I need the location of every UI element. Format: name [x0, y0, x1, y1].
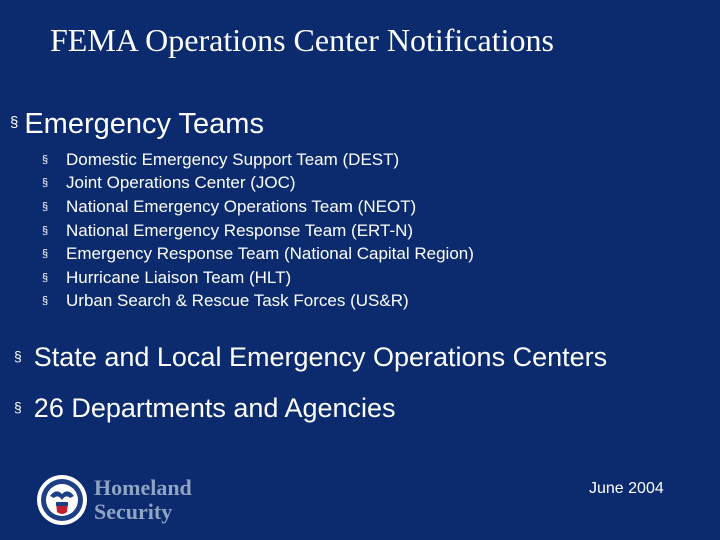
list-item — [42, 219, 474, 243]
team-label: Joint Operations Center (JOC) — [66, 173, 296, 193]
logo-line2: Security — [94, 499, 173, 524]
bullet-text: 26 Departments and Agencies — [33, 393, 396, 423]
homeland-security-logo — [36, 474, 192, 526]
bullet-icon: § — [42, 177, 49, 190]
bullet-icon: § — [42, 200, 49, 213]
dhs-seal-icon — [36, 474, 88, 526]
slide-date: June 2004 — [589, 480, 664, 497]
list-item — [42, 266, 474, 290]
team-label: Hurricane Liaison Team (HLT) — [66, 267, 292, 287]
teams-list — [42, 148, 474, 313]
bullet-icon: § — [14, 348, 22, 364]
team-label: National Emergency Response Team (ERT-N) — [66, 220, 414, 240]
bullet-icon: § — [42, 271, 49, 284]
bullet-icon: § — [42, 248, 49, 261]
logo-wordmark — [94, 476, 192, 524]
slide-title: FEMA Operations Center Notifications — [50, 22, 554, 58]
bullet-text: State and Local Emergency Operations Centers — [33, 342, 608, 372]
list-item — [42, 195, 474, 219]
heading-text: Emergency Teams — [24, 108, 264, 140]
bullet-icon: § — [42, 295, 49, 308]
team-label: Domestic Emergency Support Team (DEST) — [66, 149, 400, 169]
team-label: Emergency Response Team (National Capital Region) — [66, 244, 474, 264]
bullet-icon: § — [14, 399, 22, 415]
emergency-teams-heading — [10, 108, 264, 141]
bullet-icon: § — [42, 153, 49, 166]
state-local-eoc-bullet — [14, 342, 607, 373]
list-item — [42, 242, 474, 266]
bullet-icon: § — [42, 224, 49, 237]
list-item — [42, 290, 474, 314]
list-item — [42, 148, 474, 172]
team-label: National Emergency Operations Team (NEOT) — [66, 196, 417, 216]
departments-bullet — [14, 393, 396, 424]
team-label: Urban Search & Rescue Task Forces (US&R) — [66, 291, 409, 311]
logo-line1: Homeland — [94, 475, 192, 500]
bullet-icon: § — [10, 114, 19, 131]
list-item — [42, 172, 474, 196]
